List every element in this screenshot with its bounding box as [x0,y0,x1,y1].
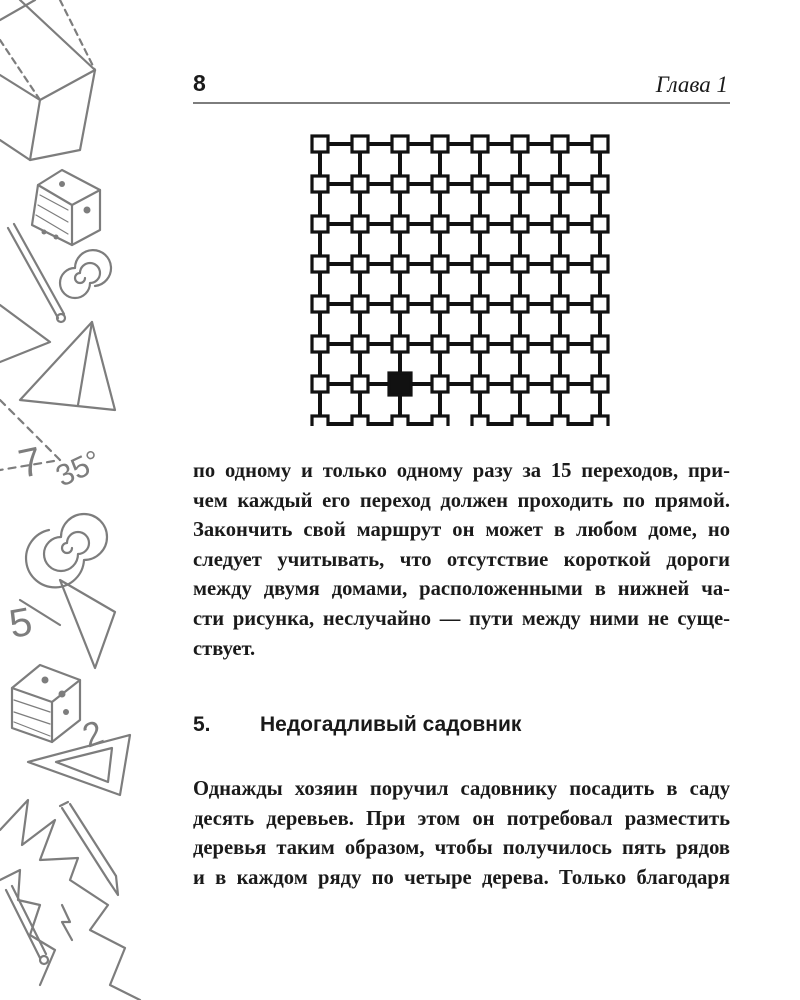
house [312,416,328,426]
house [472,416,488,426]
house [592,136,608,152]
house [312,376,328,392]
house [552,296,568,312]
houses-grid-figure [298,128,620,426]
digit-seven: 7 [14,439,46,487]
house [432,176,448,192]
lightning-doodle [62,905,72,940]
house [472,136,488,152]
house [472,336,488,352]
house [592,216,608,232]
house [592,256,608,272]
dice-icon [32,170,100,245]
house [472,256,488,272]
house [352,136,368,152]
house [392,136,408,152]
digit-five: 5 [5,599,36,647]
text-line: и в каждом ряду по четыре дерева. Только благодаря [193,866,730,889]
house [312,296,328,312]
house [512,256,528,272]
house [352,376,368,392]
house [512,296,528,312]
house [432,136,448,152]
house [312,216,328,232]
text-line: чем каждый его переход должен проходить по прямой. [193,489,730,512]
house [592,336,608,352]
house [432,216,448,232]
page-number: 8 [193,70,206,96]
house [392,296,408,312]
house [432,416,448,426]
filled-house [389,373,411,395]
spiral-icon [60,250,111,298]
text-line: сти рисунка, неслучайно — пути между ними не суще- [193,607,730,630]
paragraph-1 [193,457,730,664]
house [392,336,408,352]
house [432,256,448,272]
page-header [193,66,730,104]
house [592,296,608,312]
pencil-icon [60,802,118,895]
text-line: деревья таким образом, чтобы получилось пять рядов [193,837,730,860]
house [592,376,608,392]
house [352,216,368,232]
house [472,176,488,192]
house [352,336,368,352]
spiral-icon [26,514,107,587]
house [512,416,528,426]
house [552,376,568,392]
triangle-icon [20,580,115,668]
house [392,216,408,232]
house [472,216,488,232]
text-line: Однажды хозяин поручил садовнику посадить в саду [193,778,730,800]
text-line: по одному и только одному разу за 15 переходов, при- [193,460,730,482]
house [432,296,448,312]
house [312,136,328,152]
house [512,136,528,152]
house [552,136,568,152]
house [392,416,408,426]
house [552,176,568,192]
section-number: 5. [193,713,211,736]
paragraph-2 [193,775,730,893]
set-square-icon [28,735,130,795]
text-line: следует учитывать, что отсутствие короткой дороги [193,548,730,571]
house [552,416,568,426]
house [312,256,328,272]
house [352,296,368,312]
pencil-icon [6,886,48,964]
house [472,296,488,312]
house [552,336,568,352]
house [352,176,368,192]
dice-icon [12,665,80,742]
house [312,336,328,352]
text-line: ствует. [193,637,256,660]
house [352,256,368,272]
text-line: Закончить свой маршрут он может в любом доме, но [193,519,730,542]
house [512,376,528,392]
house [552,256,568,272]
section-title: Недогадливый садовник [260,713,522,736]
house [352,416,368,426]
house [512,336,528,352]
digit-two: 2 [77,713,109,756]
house [392,256,408,272]
house [512,216,528,232]
number-doodles [6,439,109,755]
polyhedron-icon [0,0,95,160]
house [512,176,528,192]
house [312,176,328,192]
house [392,176,408,192]
margin-decoration [0,0,150,1000]
house [592,416,608,426]
text-line: между двумя домами, расположенными в нижней ча- [193,578,730,601]
house [432,336,448,352]
chapter-label: Глава 1 [655,72,728,97]
house [432,376,448,392]
house [552,216,568,232]
house [472,376,488,392]
house [592,176,608,192]
zigzag-doodle [0,800,140,1000]
text-line: десять деревьев. При этом он потребовал разместить [193,807,730,830]
angle-label: 35° [51,444,107,494]
